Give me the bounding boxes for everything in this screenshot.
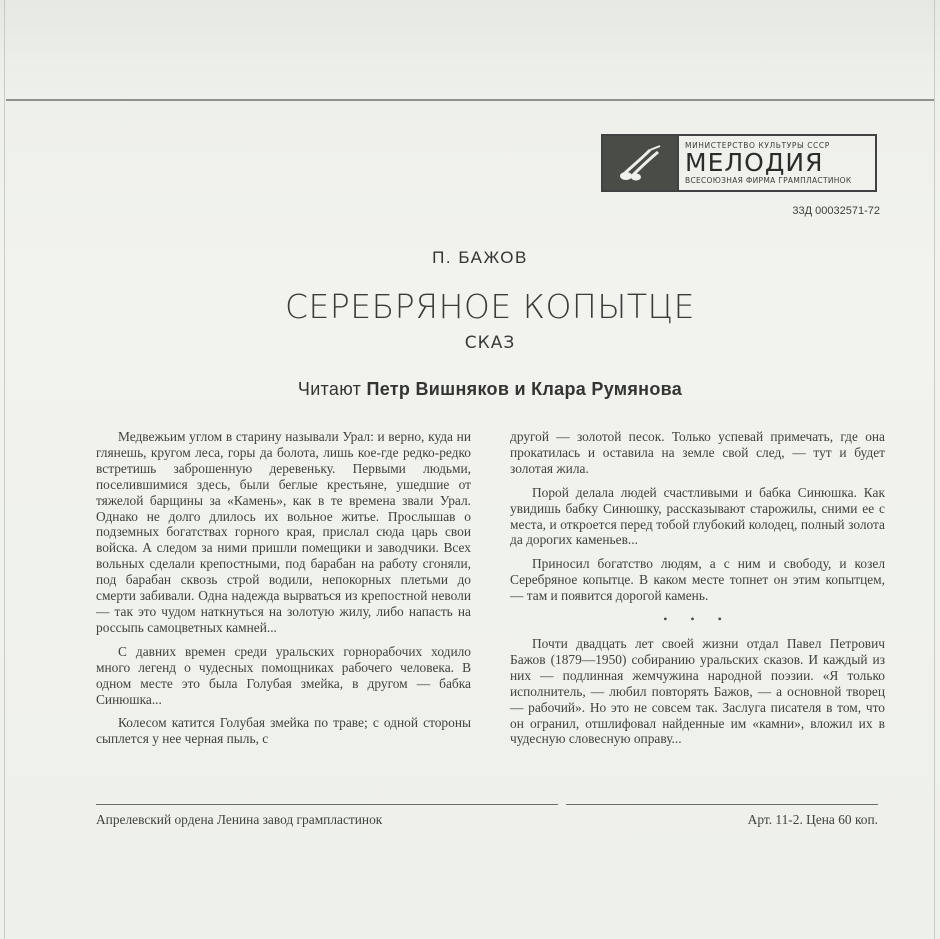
right-continuation: другой — золотой песок. Только успевай примечать, где она прокатилась и оставила на земле свой след, — тут и будет золотая жила.: [510, 429, 885, 476]
footer-rule-left: [96, 804, 558, 805]
album-title: СЕРЕБРЯНОЕ КОПЫТЦЕ: [284, 287, 695, 326]
right-paragraph-3: Почти двадцать лет своей жизни отдал Павел Петрович Бажов (1879—1950) собиранию уральских сказов. И каждый из них — подлинная жемчужина народной поэзии. «Я только исполнитель, — любил повторять Бажов, — а основной творец — рабочий». Но это не совсем так. Заслуга писателя в том, что он огранил, отшлифовал найденные им «камни», вложил их в чудесную словесную оправу...: [510, 635, 885, 747]
logo-ministry-line: МИНИСТЕРСТВО КУЛЬТУРЫ СССР: [685, 141, 830, 150]
right-paragraph-2: Приносил богатство людям, а с ним и свободу, и козел Серебряное копытце. В каком месте топнет он этим копытцем, — там и появится дорогой камень.: [510, 556, 885, 604]
melodiya-logo-icon: [603, 136, 677, 190]
right-paragraph-1: Порой делала людей счастливыми и бабка Синюшка. Как увидишь бабку Синюшку, рассказывают старожилы, сними ее с места, и откроется перед тобой глубокий колодец, полный золота да дорогих каменьев...: [510, 484, 885, 548]
left-paragraph-2: С давних времен среди уральских горнорабочих ходило много легенд о чудесных помощниках рабочего человека. В одном месте это была Голубая змейка, в другом — бабка Синюшка...: [96, 643, 471, 707]
author-name: П. БАЖОВ: [432, 248, 528, 267]
right-text-column: [510, 429, 885, 755]
left-paragraph-3: Колесом катится Голубая змейка по траве; с одной стороны сыплется у нее черная пыль, с: [96, 715, 471, 747]
melodiya-logo: [601, 134, 877, 192]
sleeve-left-edge: [4, 0, 5, 939]
readers-names: Петр Вишняков и Клара Румянова: [366, 379, 683, 399]
melodiya-logo-text: [677, 136, 875, 190]
logo-firm-line: ВСЕСОЮЗНАЯ ФИРМА ГРАМПЛАСТИНОК: [685, 176, 852, 185]
readers-prefix: Читают: [297, 379, 362, 399]
footer-price: Арт. 11-2. Цена 60 коп.: [747, 812, 878, 827]
catalog-number: 33Д 00032571-72: [792, 205, 880, 217]
logo-brand-name: МЕЛОДИЯ: [685, 148, 824, 177]
album-subtitle: СКАЗ: [464, 333, 516, 353]
section-divider-stars: • • •: [663, 612, 732, 627]
flap-fold-line: [6, 99, 934, 101]
left-paragraph-1: Медвежьим углом в старину называли Урал: и верно, куда ни глянешь, кругом леса, горы да болота, лишь кое-где редко-редко встретишь заброшенную деревеньку. Первыми людьми, поселившимися здесь, были беглые крестьяне, ушедшие от тяжелой барщины за «Камень», как в те времена звали Урал. Однако не долго длилось их вольное житье. Прослышав о подземных богатствах горного края, прислал сюда царь свои войска. А следом за ними пришли помещики и заводчики. Всех вольных сделали крепостными, под барабан на работу сгоняли, под барабан сквозь строй водили, непокорных плетьми до смерти забивали. Одна надежда вырваться из крепостной неволи — так это чудом наткнуться на золотую жилу, либо напасть на россыпь самоцветных камней...: [96, 429, 471, 635]
sleeve-top-flap: [0, 0, 940, 100]
left-text-column: [96, 429, 471, 755]
sleeve-right-edge: [934, 0, 935, 939]
readers-credit: [0, 379, 940, 400]
footer-plant: Апрелевский ордена Ленина завод грампластинок: [96, 812, 383, 827]
footer-rule-right: [566, 804, 878, 805]
